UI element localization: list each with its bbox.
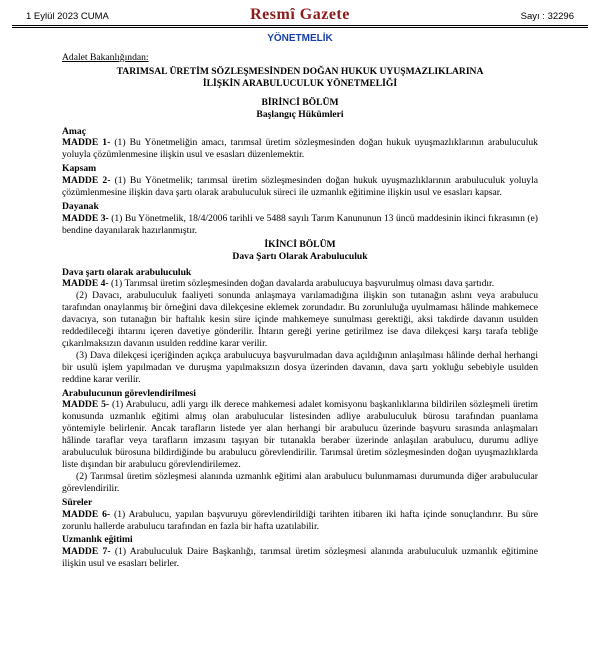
gazette-header	[12, 6, 588, 26]
gazette-logo-title: Resmî Gazete	[250, 6, 350, 23]
article4-para2: (2) Davacı, arabuluculuk faaliyeti sonunda anlaşmaya varılamadığına ilişkin son tutanağın aslını veya arabulucu tarafından onaylanmış bir örneğini dava dilekçesine eklemek zorundadır. Bu zorunluluğa uyulmaması hâlinde mahkemece davacıya, son tutanağın bir haftalık kesin süre içinde mahkemeye sunulması gerektiği, aksi takdirde davanın usulden reddedileceği ihtarını içeren davetiye gönderilir. İhtarın gereği yerine getirilmez ise dava dilekçesi karşı tarafa tebliğe çıkarılmaksızın davanın usulden reddine karar verilir.	[62, 290, 538, 349]
part2-label: İKİNCİ BÖLÜM	[264, 238, 336, 250]
article5-body: (1) Arabulucu, adli yargı ilk derece mahkemesi adalet komisyonu başkanlıklarına bildirilen sözleşmeli üretim konusunda uzmanlık eğitimi almış olan arabulucular listesinden adliye arabuluculuk bürosu tarafından puanlama yöntemiyle belirlenir. Ancak tarafların listede yer alan herhangi bir arabulucu üzerinde başvuru sırasında anlaşmaları hâlinde taraflar veya tarafların imzasını taşıyan bir tutanakla beraber üzerinde anlaşılan arabulucu, durumu adliye arabuluculuk bürosuna bildirdiğinde bu arabulucu görevlendirilir. Tarımsal üretim sözleşmesinden doğan uyuşmazlıklarda liste dışından bir arabulucu görevlendirilemez.	[62, 399, 538, 470]
article6-number: MADDE 6-	[62, 508, 111, 520]
article7-heading: Uzmanlık eğitimi	[62, 534, 133, 546]
article7-number: MADDE 7-	[62, 546, 111, 558]
article6-body: (1) Arabulucu, yapılan başvuruyu görevlendirildiği tarihten itibaren iki hafta içinde sonuçlandırır. Bu süre zorunlu hallerde arabulucu tarafından en fazla bir hafta uzatılabilir.	[62, 508, 538, 532]
article5-para1	[62, 399, 538, 470]
article5-number: MADDE 5-	[62, 399, 110, 411]
article3-text	[62, 213, 538, 237]
part2-subtitle: Dava Şartı Olarak Arabuluculuk	[232, 250, 368, 262]
article1-body: (1) Bu Yönetmeliğin amacı, tarımsal üretim sözleşmesinden doğan hukuk uyuşmazlıklarının arabuluculuk yoluyla çözümlenmesine ilişkin usul ve esasları düzenlemektir.	[62, 137, 538, 161]
article2-text	[62, 175, 538, 199]
part1-subtitle: Başlangıç Hükümleri	[256, 108, 344, 120]
regulation-title-line2: İLİŞKİN ARABULUCULUK YÖNETMELİĞİ	[202, 77, 398, 89]
article4-para1	[62, 278, 538, 290]
article2-number: MADDE 2-	[62, 175, 111, 187]
article2-heading: Kapsam	[62, 163, 97, 175]
regulation-title-line1: TARIMSAL ÜRETİM SÖZLEŞMESİNDEN DOĞAN HUKUK UYUŞMAZLIKLARINA	[116, 65, 484, 77]
header-divider	[12, 25, 588, 26]
regulation-title	[62, 66, 538, 90]
article1-number: MADDE 1-	[62, 137, 111, 149]
article2-body: (1) Bu Yönetmelik; tarımsal üretim sözleşmesinden doğan hukuk uyuşmazlıklarının arabuluculuk yoluyla çözümlenmesine ilişkin dava şartı olarak arabuluculuk süreci ile uzmanlık eğitimine ilişkin usul ve esasları kapsar.	[62, 175, 538, 199]
article4-body: (1) Tarımsal üretim sözleşmesinden doğan davalarda arabulucuya başvurulmuş olması dava şartıdır.	[108, 278, 495, 290]
part1-label: BİRİNCİ BÖLÜM	[261, 96, 339, 108]
article6-heading: Süreler	[62, 496, 93, 508]
article5-para2: (2) Tarımsal üretim sözleşmesi alanında uzmanlık eğitimi alan arabulucu bulunmaması durumunda diğer arabulucular görevlendirilir.	[62, 470, 538, 494]
article7-body: (1) Arabuluculuk Daire Başkanlığı, tarımsal üretim sözleşmesi alanında arabuluculuk uzmanlık eğitimine ilişkin usul ve esasları belirler.	[62, 546, 538, 570]
header-divider-second	[12, 27, 588, 28]
issue-date: 1 Eylül 2023 CUMA	[26, 11, 109, 22]
article3-number: MADDE 3-	[62, 212, 109, 224]
article3-heading: Dayanak	[62, 200, 99, 212]
article6-para1	[62, 509, 538, 533]
article3-body: (1) Bu Yönetmelik, 18/4/2006 tarihli ve 5488 sayılı Tarım Kanununun 13 üncü maddesinin ikinci fıkrasının (e) bendine dayanılarak hazırlanmıştır.	[62, 212, 538, 236]
article1-text	[62, 137, 538, 161]
article7-para1	[62, 546, 538, 570]
article4-number: MADDE 4-	[62, 278, 109, 290]
article4-heading: Dava şartı olarak arabuluculuk	[62, 266, 192, 278]
regulation-body	[62, 52, 538, 570]
article1-heading: Amaç	[62, 125, 86, 137]
ministry-name: Adalet Bakanlığından:	[62, 52, 149, 63]
article5-heading: Arabulucunun görevlendirilmesi	[62, 387, 196, 399]
section-label: YÖNETMELİK	[267, 33, 333, 44]
issue-number: Sayı : 32296	[520, 11, 574, 22]
article4-para3: (3) Dava dilekçesi içeriğinden açıkça arabulucuya başvurulmadan dava açıldığının anlaşılması hâlinde derhal herhangi bir usulü işlem yapılmadan ve duruşma yapılmaksızın dosya üzerinden davanın, dava şartı yokluğu sebebiyle usulden reddine karar verilir.	[62, 349, 538, 385]
